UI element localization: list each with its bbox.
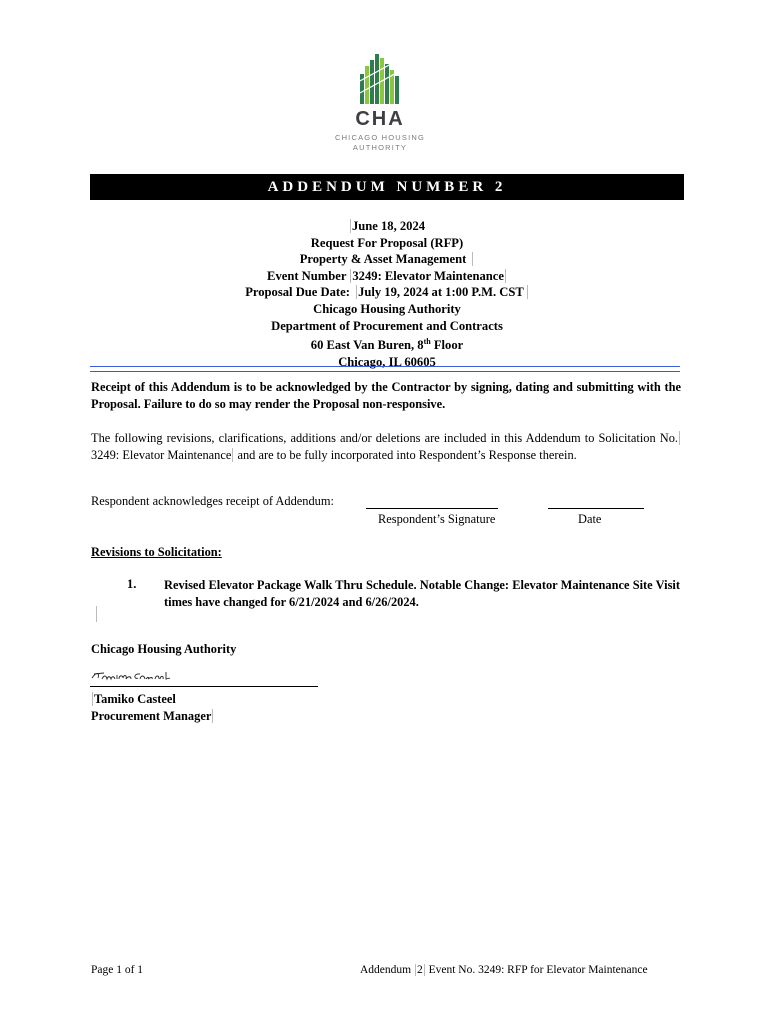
header-due-prefix: Proposal Due Date:: [245, 285, 354, 300]
revision-item-text: Revised Elevator Package Walk Thru Schedule. Notable Change: Elevator Maintenance Site Visit times have changed for 6/21/2024 and 6/26/2024.: [164, 578, 680, 609]
receipt-notice: Receipt of this Addendum is to be acknowledged by the Contractor by signing, dating and submitting with the Proposal. Failure to do so may render the Proposal non-responsive.: [91, 380, 681, 411]
intro-part-a: The following revisions, clarifications, additions and/or deletions are included in this Addendum to Solicitation No.: [91, 431, 678, 445]
logo-wordmark: CHA: [355, 108, 405, 130]
date-line[interactable]: [548, 508, 644, 509]
header-program: Property & Asset Management: [299, 252, 467, 267]
signer-title: Procurement Manager: [91, 709, 212, 723]
footer-ref-c: Event No. 3249: RFP for Elevator Maintenance: [425, 964, 648, 976]
intro-solicitation: 3249: Elevator Maintenance: [91, 448, 232, 462]
intro-part-c: and are to be fully incorporated into Respondent’s Response therein.: [234, 448, 577, 462]
footer-ref-b: 2: [416, 964, 423, 976]
header-rfp: Request For Proposal (RFP): [310, 235, 464, 250]
header-due-value: July 19, 2024 at 1:00 P.M. CST: [358, 285, 524, 300]
revisions-heading: Revisions to Solicitation:: [91, 545, 222, 559]
footer-page-number: Page 1 of 1: [91, 964, 144, 976]
header-dept: Department of Procurement and Contracts: [271, 318, 503, 333]
signer-name: Tamiko Casteel: [94, 692, 176, 706]
double-rule-divider: [90, 366, 680, 372]
logo-subtitle-line2: AUTHORITY: [352, 143, 408, 152]
footer-ref-a: Addendum: [360, 964, 414, 976]
signer-block: [91, 691, 214, 725]
logo-subtitle-line1: CHICAGO HOUSING: [334, 133, 426, 142]
header-date: June 18, 2024: [351, 219, 426, 233]
acknowledgement-text: Respondent acknowledges receipt of Addendum:: [91, 494, 334, 508]
cursor-mark: [96, 606, 97, 622]
header-address-post: Floor: [430, 338, 464, 353]
addendum-banner: ADDENDUM NUMBER 2: [90, 174, 684, 200]
revision-item-number: 1.: [127, 577, 137, 591]
date-label: Date: [578, 512, 602, 526]
header-block: [90, 218, 684, 371]
header-org: Chicago Housing Authority: [313, 301, 461, 316]
header-event-prefix: Event Number: [267, 268, 350, 283]
signoff-org: Chicago Housing Authority: [91, 642, 237, 656]
signature-label: Respondent’s Signature: [378, 512, 496, 526]
respondent-signature-line[interactable]: [366, 508, 498, 509]
header-address-sup: th: [423, 337, 431, 347]
revisions-intro: [91, 430, 681, 464]
footer-document-ref: [360, 964, 648, 976]
header-event-value: 3249: Elevator Maintenance: [352, 268, 504, 283]
signature-rule: [90, 686, 318, 687]
header-address: 60 East Van Buren, 8: [310, 338, 424, 353]
handwritten-signature: [90, 666, 180, 684]
header-city: Chicago, IL 60605: [338, 354, 436, 369]
